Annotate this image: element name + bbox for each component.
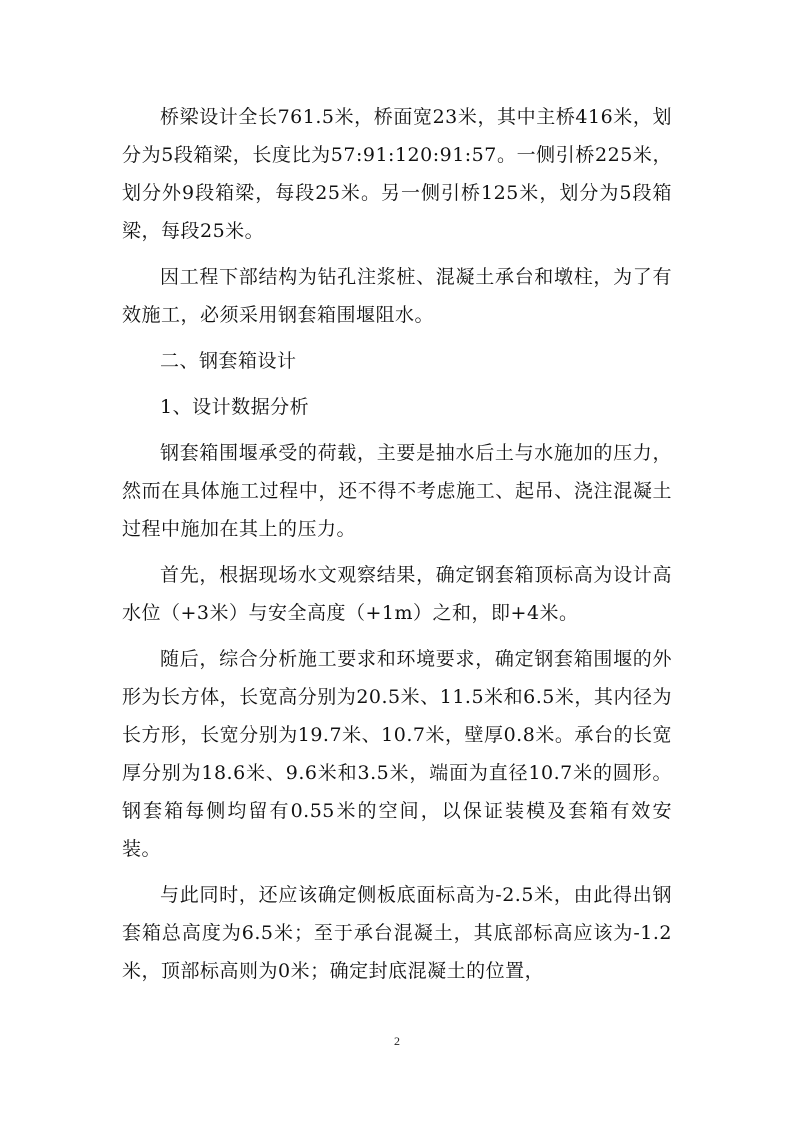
- paragraph-elevations: 与此同时，还应该确定侧板底面标高为-2.5米，由此得出钢套箱总高度为6.5米；至于承台混凝土，其底部标高应该为-1.2米，顶部标高则为0米；确定封底混凝土的位置，: [122, 884, 672, 982]
- page-content: [122, 98, 672, 990]
- page-number: 2: [394, 1034, 400, 1048]
- paragraph-dimensions: 随后，综合分析施工要求和环境要求，确定钢套箱围堰的外形为长方体，长宽高分别为20.5米、11.5米和6.5米，其内径为长方形，长宽分别为19.7米、10.7米，壁厚0.8米。承台的长宽厚分别为18.6米、9.6米和3.5米，端面为直径10.7米的圆形。钢套箱每侧均留有0.55米的空间，以保证装模及套箱有效安装。: [122, 648, 672, 860]
- paragraph-bridge-design: 桥梁设计全长761.5米，桥面宽23米，其中主桥416米，划分为5段箱梁，长度比为57:91:120:91:57。一侧引桥225米，划分外9段箱梁，每段25米。另一侧引桥125米，划分为5段箱梁，每段25米。: [122, 106, 672, 242]
- subsection-heading: 1、设计数据分析: [160, 396, 310, 418]
- paragraph-load-analysis: 钢套箱围堰承受的荷载，主要是抽水后土与水施加的压力，然而在具体施工过程中，还不得不考虑施工、起吊、浇注混凝土过程中施加在其上的压力。: [122, 442, 672, 540]
- paragraph-top-elevation: 首先，根据现场水文观察结果，确定钢套箱顶标高为设计高水位（+3米）与安全高度（+1m）之和，即+4米。: [122, 564, 672, 624]
- paragraph-cofferdam-reason: 因工程下部结构为钻孔注浆桩、混凝土承台和墩柱，为了有效施工，必须采用钢套箱围堰阻水。: [122, 266, 672, 326]
- section-heading: 二、钢套箱设计: [160, 350, 297, 372]
